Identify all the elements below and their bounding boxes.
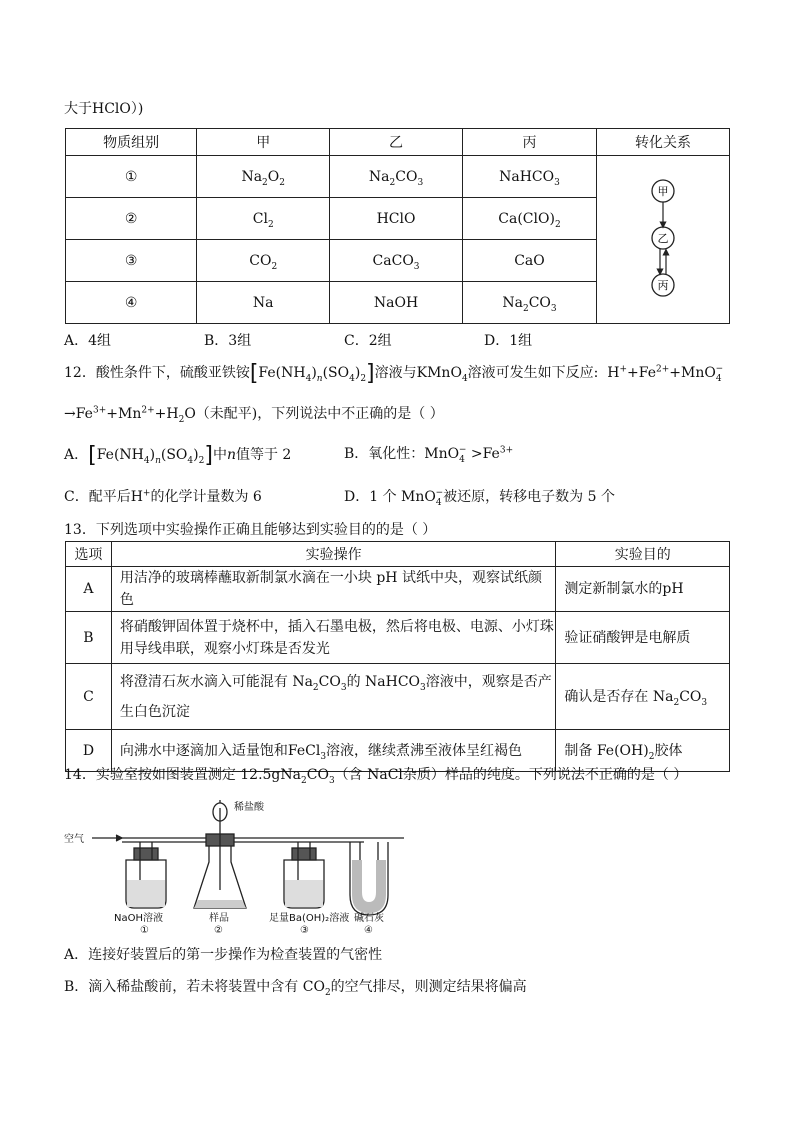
apparatus-diagram	[64, 800, 424, 935]
group-cell: ③	[66, 240, 197, 282]
formula-cell: CaO	[462, 240, 596, 282]
row-operation: 向沸水中逐滴加入适量饱和FeCl$_3$溶液，继续煮沸至液体呈红褐色	[111, 730, 556, 772]
formula-cell: $Na_2CO_3$	[330, 156, 463, 198]
bottle-1-stopper	[134, 848, 158, 860]
intro-line: 大于HClO）)	[64, 101, 144, 117]
q11-option-a: A．4组	[64, 333, 112, 349]
formula-cell: NaHCO$_3$	[462, 156, 596, 198]
label-lime: 碱石灰	[354, 913, 384, 924]
substance-table	[65, 128, 730, 324]
group-cell: ④	[66, 282, 197, 324]
label-n2: ②	[214, 925, 223, 935]
label-acid: 稀盐酸	[234, 802, 264, 813]
label-n1: ①	[140, 925, 149, 935]
q14-option-b: B．滴入稀盐酸前，若未将装置中含有 $CO_2$的空气排尽，则测定结果将偏高	[64, 979, 527, 998]
q12-option-d: D．1 个 MnO$_4$−被还原，转移电子数为 5 个	[344, 488, 615, 508]
bottle-3-stopper	[292, 848, 316, 860]
row-operation: 用洁净的玻璃棒蘸取新制氯水滴在一小块 pH 试纸中央，观察试纸颜色	[111, 567, 556, 612]
q14-title: 14．实验室按如图装置测定 $12.5gNa_2CO_3$（含 NaCl杂质）样品的纯度。下列说法不正确的是（ ）	[64, 767, 688, 786]
formula-cell: CaCO$_3$	[330, 240, 463, 282]
q11-option-b: B．3组	[204, 333, 252, 349]
formula-cell: NaOH	[330, 282, 463, 324]
row-goal: 制备 $Fe(OH)_2$胶体	[556, 730, 730, 772]
group-cell: ①	[66, 156, 197, 198]
header-bing: 丙	[462, 129, 596, 156]
row-goal: 确认是否存在 $Na_2CO_3$	[556, 664, 730, 730]
header-relation: 转化关系	[596, 129, 729, 156]
formula-cell: $CO_2$	[197, 240, 330, 282]
row-option: C	[66, 664, 112, 730]
node-jia: 甲	[657, 184, 669, 198]
relation-diagram	[633, 173, 693, 303]
row-option: D	[66, 730, 112, 772]
row-operation: 将澄清石灰水滴入可能混有 $Na_2CO_3$的 NaHCO$_3$溶液中，观察是否产生白色沉淀	[111, 664, 556, 730]
q12-option-c: C．配平后H+的化学计量数为 6	[64, 488, 262, 505]
header-group: 物质组别	[66, 129, 197, 156]
q12-stem-line2: $\to Fe^{3+}+Mn^{2+}+H_2O$（未配平)，下列说法中不正确的是（ ）	[64, 405, 444, 425]
relation-diagram-cell	[596, 156, 729, 324]
row-option: A	[66, 567, 112, 612]
q12-option-a: A．$[Fe(NH_4)_n(SO_4)_2]$中n值等于 2	[64, 443, 292, 468]
q13-title: 13．下列选项中实验操作正确且能够达到实验目的的是（ ）	[64, 522, 437, 538]
formula-cell: $Na_2CO_3$	[462, 282, 596, 324]
header-operation: 实验操作	[111, 542, 556, 567]
sample-solid	[194, 900, 246, 908]
q14-option-a: A．连接好装置后的第一步操作为检查装置的气密性	[64, 947, 383, 963]
header-yi: 乙	[330, 129, 463, 156]
header-goal: 实验目的	[556, 542, 730, 567]
soda-lime	[352, 860, 386, 913]
q11-option-d: D．1组	[484, 333, 533, 349]
q12-stem: 12．酸性条件下，硫酸亚铁铵$[Fe(NH_4)_n(SO_4)_2]$溶液与KMnO$_4$溶液可发生如下反应: $H^++Fe^{2+}+MnO_4^-$	[64, 361, 724, 386]
label-naoh: NaOH溶液	[114, 913, 163, 924]
node-bing: 丙	[657, 278, 669, 292]
node-yi: 乙	[657, 231, 669, 245]
formula-cell: Na	[197, 282, 330, 324]
header-option: 选项	[66, 542, 112, 567]
label-air: 空气	[64, 834, 84, 845]
row-option: B	[66, 612, 112, 664]
formula-cell: $Cl_2$	[197, 198, 330, 240]
row-goal: 验证硝酸钾是电解质	[556, 612, 730, 664]
formula-cell: $Na_2O_2$	[197, 156, 330, 198]
group-cell: ②	[66, 198, 197, 240]
row-operation: 将硝酸钾固体置于烧杯中，插入石墨电极，然后将电极、电源、小灯珠用导线串联，观察小灯珠是否发光	[111, 612, 556, 664]
label-n4: ④	[364, 925, 373, 935]
label-sample: 样品	[209, 913, 229, 924]
label-baoh: 足量Ba(OH)₂溶液	[269, 913, 350, 924]
q11-option-c: C．2组	[344, 333, 392, 349]
row-goal: 测定新制氯水的pH	[556, 567, 730, 612]
bottle-1-liquid	[127, 880, 165, 907]
header-jia: 甲	[197, 129, 330, 156]
q12-option-b: B．氧化性：$MnO_4^- >Fe^{3+}$	[344, 445, 514, 465]
formula-cell: $Ca(ClO)_2$	[462, 198, 596, 240]
label-n3: ③	[300, 925, 309, 935]
experiment-table	[65, 541, 730, 772]
air-arrow-head	[116, 835, 122, 841]
bottle-3-liquid	[285, 880, 323, 907]
formula-cell: HClO	[330, 198, 463, 240]
